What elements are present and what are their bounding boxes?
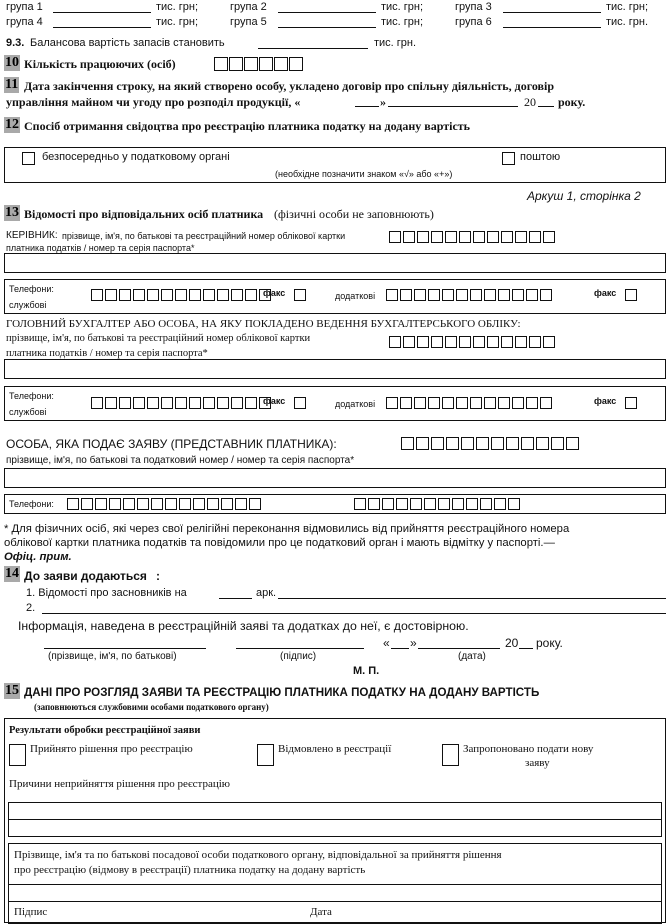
accountant-fax2-label: факс [594,396,617,406]
caption-date: (дата) [458,651,486,662]
section-13-subtitle: (фізичні особи не заповнюють) [274,207,434,221]
group-5-label: група 5 [230,16,267,28]
official-sign-label: Підпис [14,906,48,918]
declarant-month-field[interactable] [418,648,500,649]
group-6-label: група 6 [455,16,492,28]
declarant-quote-open: « [383,636,390,650]
representative-phones-box [4,494,666,514]
head-fax2-box[interactable] [625,289,639,301]
section-11-line2: управління майном чи угоду про розподіл продукції, « [6,95,301,109]
section-12-number: 12 [5,117,19,132]
head-phone-boxes[interactable] [91,289,273,301]
s11-year-suffix: року. [558,95,586,109]
head-desc-1: прізвище, ім'я, по батькові та реєстраційний номер облікової картки [62,231,346,241]
attachment-1-sheets-field[interactable] [219,598,252,599]
group-1-label: група 1 [6,1,43,13]
section-13-number: 13 [5,205,19,220]
official-date-label: Дата [310,906,332,918]
accountant-fax-box[interactable] [294,397,308,409]
mark-hint: (необхідне позначити знаком «√» або «+») [275,169,453,179]
section-12-title: Спосіб отримання свідоцтва про реєстрацію платника податку на додану вартість [24,119,471,133]
group-1-unit: тис. грн; [156,1,199,13]
option-by-mail-label: поштою [520,151,561,163]
representative-phone2-boxes[interactable] [354,498,522,510]
group-1-field[interactable] [53,12,151,13]
reasons-field-2[interactable] [8,819,662,837]
official-name-field[interactable] [8,884,662,902]
decision-registered-label: Прийнято рішення про реєстрацію [30,743,193,755]
accountant-desc-2: платника податків / номер та серія паспорта* [6,348,208,359]
section-15-subtitle: (заповнюються службовими особами податкового органу) [34,702,269,712]
head-desc-2: платника податків / номер та серія паспорта* [6,243,195,253]
accountant-name-field[interactable] [4,359,666,379]
group-4-unit: тис. грн; [156,16,199,28]
accountant-phones-label: Телефони: [9,391,54,401]
accountant-desc-1: прізвище, ім'я, по батькові та реєстраційний номер облікової картки [6,333,311,344]
official-line-2: про реєстрацію (відмову в реєстрації) платника податку на додану вартість [14,864,366,876]
accountant-title: ГОЛОВНИЙ БУХГАЛТЕР АБО ОСОБА, НА ЯКУ ПОКЛАДЕНО ВЕДЕННЯ БУХГАЛТЕРСЬКОГО ОБЛІКУ: [6,318,521,330]
section-13-title: Відомості про відповідальних осіб платника [24,207,264,221]
attachment-1-note-field[interactable] [278,598,666,599]
accountant-phones-box [4,386,666,421]
section-15-number: 15 [5,683,19,698]
head-extra-label: додаткові [335,291,376,301]
footnote-line-1: * Для фізичних осіб, які через свої релігійні переконання відмовились від прийняття реєстраційного номера [4,523,570,535]
results-title: Результати обробки реєстраційної заяви [9,725,201,736]
section-11-line1: Дата закінчення строку, на який створено особу, укладено договір про спільну діяльність, договір [24,79,555,93]
group-5-field[interactable] [278,27,376,28]
group-6-unit: тис. грн. [606,16,649,28]
head-name-field[interactable] [4,253,666,273]
reasons-label: Причини неприйняття рішення про реєстрацію [9,778,231,790]
attachment-1: 1. Відомості про засновників на [26,587,187,599]
attachment-2: 2. [26,602,36,614]
declarant-quote-close: » [410,636,417,650]
receipt-method-box [4,147,666,183]
s11-quote-close: » [380,95,386,109]
section-10-number: 10 [5,55,19,70]
s11-day-field[interactable] [355,106,379,107]
decision-refused-checkbox[interactable] [257,744,274,766]
group-4-field[interactable] [53,27,151,28]
option-by-mail-checkbox[interactable] [502,152,515,165]
accountant-fax-label: факс [263,396,286,406]
representative-phone-boxes[interactable] [67,498,263,510]
head-id-boxes[interactable] [389,231,557,243]
accountant-extra-phone-boxes[interactable] [386,397,554,409]
representative-title: ОСОБА, ЯКА ПОДАЄ ЗАЯВУ (ПРЕДСТАВНИК ПЛАТНИКА): [6,437,337,451]
accountant-id-boxes[interactable] [389,336,557,348]
group-6-field[interactable] [503,27,601,28]
decision-new-application-line2: заяву [525,757,550,769]
representative-phones-label: Телефони: [9,499,54,509]
group-2-label: група 2 [230,1,267,13]
group-5-unit: тис. грн; [381,16,424,28]
accountant-phones-service: службові [9,407,47,417]
group-3-label: група 3 [455,1,492,13]
official-line-1: Прізвище, ім'я та по батькові посадової особи податкового органу, відповідальної за прийняття рішення [14,849,502,861]
declarant-year-field[interactable] [519,648,533,649]
attachment-2-field[interactable] [42,613,666,614]
decision-refused-label: Відмовлено в реєстрації [278,743,392,755]
reasons-field-1[interactable] [8,802,662,820]
section-11-number: 11 [5,77,19,92]
caption-signature: (підпис) [280,651,317,662]
employees-count-boxes[interactable] [214,57,304,71]
review-box [4,718,666,923]
s93-number: 9.3. [6,37,25,49]
section-14-title: До заяви додаються [24,569,147,583]
head-label: КЕРІВНИК: [6,230,58,241]
decision-new-application-checkbox[interactable] [442,744,459,766]
option-in-person-label: безпосередньо у податковому органі [42,151,230,163]
option-in-person-checkbox[interactable] [22,152,35,165]
head-fax-label: факс [263,288,286,298]
head-phones-service: службові [9,300,47,310]
representative-name-field[interactable] [4,468,666,488]
group-3-field[interactable] [503,12,601,13]
official-box [8,843,662,924]
head-fax-box[interactable] [294,289,308,301]
caption-name: (прізвище, ім'я, по батькові) [48,651,177,662]
group-2-unit: тис. грн; [381,1,424,13]
footnote-line-2: облікової картки платника податків та повідомили про це податковий орган і мають відмітку у паспорті.— [4,537,555,549]
declarant-year-suffix: року. [536,636,563,650]
s11-year-prefix: 20 [524,95,536,109]
declarant-day-field[interactable] [391,648,409,649]
group-3-unit: тис. грн; [606,1,649,13]
declarant-year-prefix: 20 [505,636,519,650]
attachment-1-suffix: арк. [256,587,277,599]
accountant-fax2-box[interactable] [625,397,639,409]
accuracy-statement: Інформація, наведена в реєстраційній заяві та додатках до неї, є достовірною. [18,619,469,633]
declarant-signature-field[interactable] [236,648,364,649]
stamp-place: М. П. [353,665,380,677]
representative-id-boxes[interactable] [401,437,581,450]
head-phones-label: Телефони: [9,284,54,294]
s93-field[interactable] [258,48,368,49]
s11-year-field[interactable] [538,106,554,107]
accountant-phone-boxes[interactable] [91,397,273,409]
head-phones-box [4,279,666,314]
sheet-label: Аркуш 1, сторінка 2 [527,189,641,203]
decision-new-application-line1: Запропоновано подати нову [463,743,594,755]
representative-desc: прізвище, ім'я, по батькові та податковий номер / номер та серія паспорта* [6,455,355,466]
s93-text: Балансова вартість запасів становить [30,37,225,49]
s93-unit: тис. грн. [374,37,417,49]
head-extra-phone-boxes[interactable] [386,289,554,301]
declarant-name-field[interactable] [44,648,206,649]
head-fax2-label: факс [594,288,617,298]
decision-registered-checkbox[interactable] [9,744,26,766]
accountant-extra-label: додаткові [335,399,376,409]
section-15-title: ДАНІ ПРО РОЗГЛЯД ЗАЯВИ ТА РЕЄСТРАЦІЮ ПЛАТНИКА ПОДАТКУ НА ДОДАНУ ВАРТІСТЬ [24,686,540,699]
group-4-label: група 4 [6,16,43,28]
group-2-field[interactable] [278,12,376,13]
section-10-title: Кількість працюючих (осіб) [24,57,176,71]
section-14-number: 14 [5,566,19,581]
footnote-line-3: Офіц. прим. [4,551,72,563]
s11-month-field[interactable] [388,106,518,107]
